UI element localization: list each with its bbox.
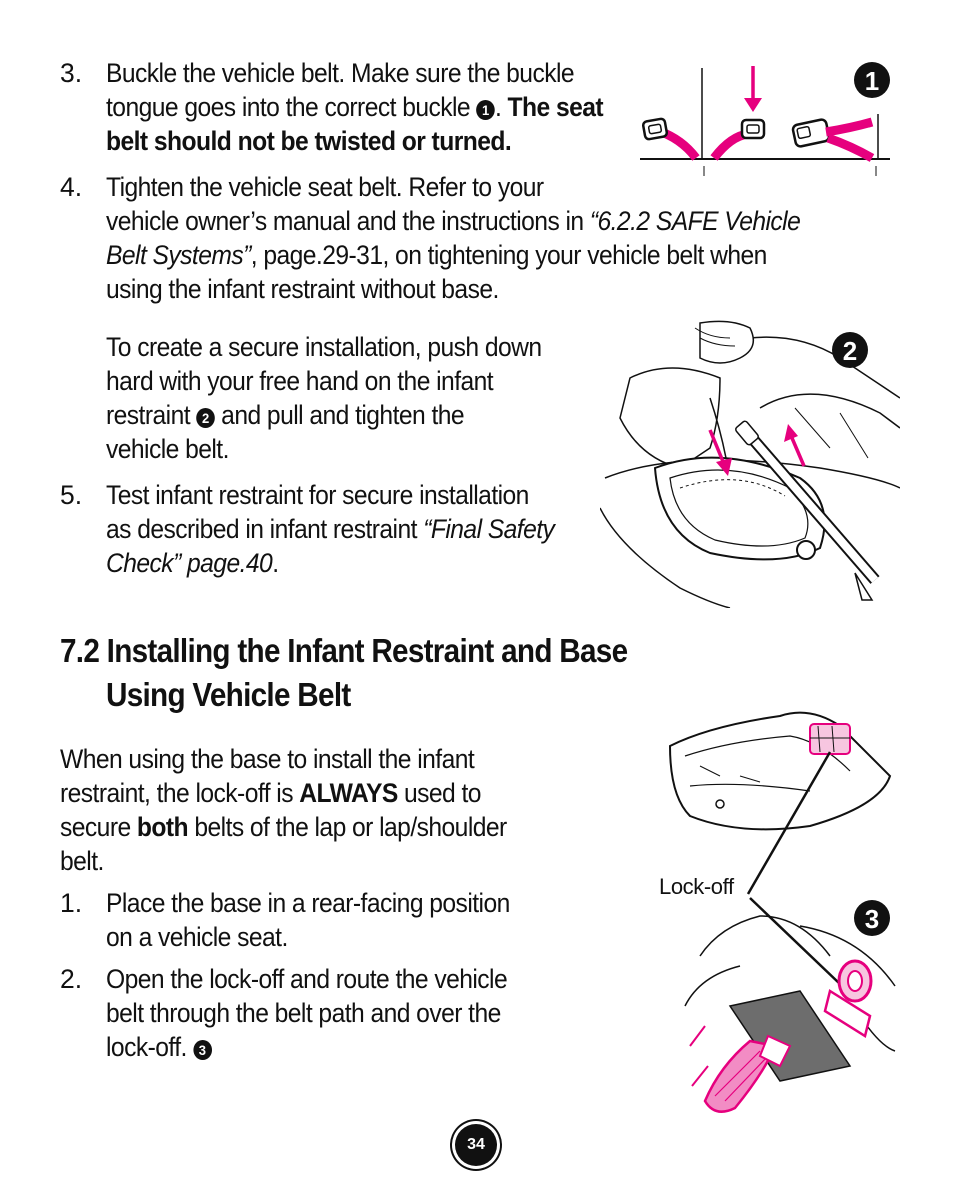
step-text: Buckle the vehicle belt. Make sure the buckle <box>106 58 575 88</box>
figure-ref-badge: 2 <box>196 408 215 428</box>
para-text: hard with your free hand on the infant <box>106 366 494 396</box>
lockoff-label: Lock-off <box>659 874 734 899</box>
step-number: 2. <box>60 964 83 994</box>
para-text: vehicle belt. <box>106 434 229 464</box>
intro-text: When using the base to install the infant <box>60 744 475 774</box>
svg-text:1: 1 <box>864 66 880 96</box>
intro-text: belt. <box>60 846 104 876</box>
step-text: Check” page.40. <box>106 548 279 578</box>
intro-text: secure both belts of the lap or lap/shoulder <box>60 812 507 842</box>
step-text: on a vehicle seat. <box>106 922 288 952</box>
figure-ref-badge: 1 <box>476 100 495 120</box>
step-text: Belt Systems”, page.29-31, on tightening your vehicle belt when <box>106 240 767 270</box>
step-text: tongue goes into the correct buckle 1 . The seat <box>106 92 604 122</box>
step-number: 1. <box>60 888 83 918</box>
tighten-belt-illustration <box>600 318 900 608</box>
step-number: 4. <box>60 172 83 202</box>
step-text: belt through the belt path and over the <box>106 998 501 1028</box>
belt-routing-illustration <box>680 896 900 1120</box>
step-number: 5. <box>60 480 83 510</box>
page-number: 34 <box>455 1124 497 1166</box>
section-title: 7.2 Installing the Infant Restraint and Base <box>60 632 628 669</box>
step-text: vehicle owner’s manual and the instructions in “6.2.2 SAFE Vehicle <box>106 206 801 236</box>
step-text: using the infant restraint without base. <box>106 274 499 304</box>
svg-text:2: 2 <box>842 336 858 366</box>
para-text: To create a secure installation, push down <box>106 332 542 362</box>
step-text: Tighten the vehicle seat belt. Refer to your <box>106 172 544 202</box>
lockoff-leader-line <box>740 744 840 904</box>
intro-text: restraint, the lock-off is ALWAYS used to <box>60 778 481 808</box>
step-text: Test infant restraint for secure installation <box>106 480 529 510</box>
svg-text:3: 3 <box>864 904 880 934</box>
figure-ref-badge: 3 <box>193 1040 212 1060</box>
step-warning: belt should not be twisted or turned. <box>106 126 512 156</box>
section-title: Using Vehicle Belt <box>106 676 351 713</box>
buckle-illustration <box>636 58 896 184</box>
para-text: restraint 2 and pull and tighten the <box>106 400 465 430</box>
step-text: Open the lock-off and route the vehicle <box>106 964 508 994</box>
step-text: as described in infant restraint “Final Safety <box>106 514 555 544</box>
step-number: 3. <box>60 58 83 88</box>
step-text: Place the base in a rear-facing position <box>106 888 510 918</box>
step-text: lock-off. 3 <box>106 1030 212 1064</box>
